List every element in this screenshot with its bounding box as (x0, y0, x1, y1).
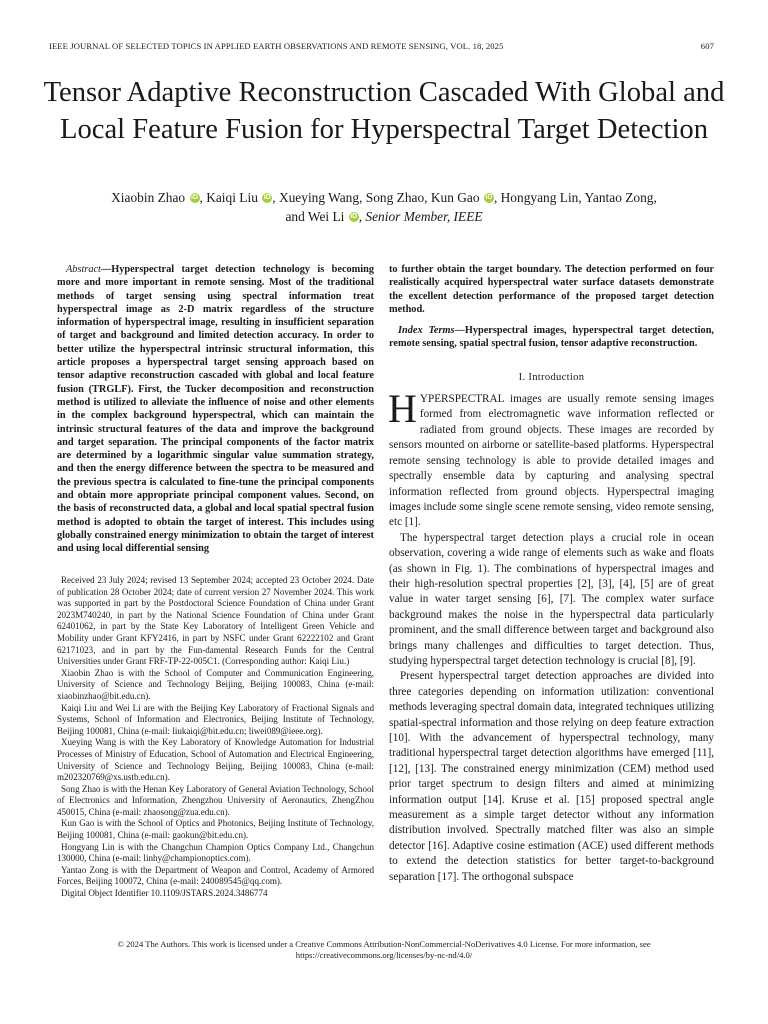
author-name: , Xueying Wang, Song Zhao, Kun Gao (272, 190, 480, 205)
orcid-icon[interactable]: iD (485, 194, 493, 201)
author-name: , Hongyang Lin, Yantao Zong, (493, 190, 657, 205)
footnote: Received 23 July 2024; revised 13 September 2024; accepted 23 October 2024. Date of publication 28 October 2024; date of current version 27 November 2024. This work was supported in part by the Postdoctoral Science Foundation of China under Grant 2023M740240, in part by the National Science Foundation of China under Grant 62401062, in part by the State Key Laboratory of Intelligent Green Vehicle and Mobility under Grant KFY2416, in part by NSFC under Grant 62222102 and Grant 62171023, and in part by the Fun-damental Research Funds for the Central Universities under Grant FRF-TP-22-005C1. (Corresponding author: Kaiqi Liu.) (57, 575, 374, 667)
right-column (389, 263, 714, 885)
footnote: Hongyang Lin is with the Changchun Champion Optics Company Ltd., Changchun 130000, China (e-mail: linhy@championoptics.com). (57, 841, 374, 864)
left-column (57, 263, 374, 556)
footnote: Xueying Wang is with the Key Laboratory of Knowledge Automation for Industrial Processes of Ministry of Education, School of Automation and Electrical Engineering, University of Science and Technology Beijing, Beijing 100083, China (e-mail: m202320769@xs.ustb.edu.cn). (57, 737, 374, 783)
license-notice: © 2024 The Authors. This work is licensed under a Creative Commons Attribution-NonCommercial-NoDerivatives 4.0 License. For more information, see https://creativecommons.org/licenses/by-nc-nd/4.0/ (117, 939, 651, 960)
index-terms (389, 324, 714, 351)
intro-paragraph-text: YPERSPECTRAL images are usually remote sensing images formed from electromagnetic wave information reflected or radiated from ground objects. These images are recorded by sensors mounted on airborne or satellite-based platforms. Hyperspectral remote sensing technology is able to provide detailed images and spectrally ensemble data by capturing and analysing spectral information reflected from ground objects. Hyperspectral imaging images include some single scene remote sensing, video remote sensing, etc [1]. (389, 393, 714, 529)
intro-paragraph: The hyperspectral target detection plays a crucial role in ocean observation, covering a wide range of elements such as wake and floats (as shown in Fig. 1). The combinations of hyperspectral images and their high-resolution spectral properties [2], [3], [4], [5] are of great value in water target sensing [6], [7]. The complex water surface background makes the noise in the hyperspectral data particularly prominent, and the small difference between target and background also brings many challenges and difficulties to target detection. Thus, studying hyperspectral target detection technology is crucial [8], [9]. (389, 531, 714, 667)
abstract-text: —Hyperspectral target detection technology is becoming more and more important in remote sensing. Most of the traditional methods of target sensing using spectral information treat hyperspectral image as 2-D matrix regardless of the structure information of hyperspectral image, resulting in insufficient separation of target and background and limited detection accuracy. In order to better utilize the hyperspectral intrinsic structural information, this article proposes a hyperspectral target sensing approach based on tensor adaptive reconstruction cascaded with global and local feature fusion (TRGLF). First, the Tucker decomposition and reconstruction method is utilized to alleviate the influence of noise and other elements in the complex background hyperspectral, which can maintain the intrinsic structural features of the data and improve the background and target separation. The principal components of the factor matrix are determined by a logarithmic singular value summation strategy, and then the energy difference between the spectra to be measured and the previous spectra is calculated to fine-tune the principal components and obtain more appropriate principal component values. Second, on the basis of reconstructed data, a global and local spatial spectral fusion method is adopted to obtain the target of interest. This includes using globally constrained energy minimization to obtain the target of interest and using local differential sensing (57, 264, 374, 555)
footnote: Yantao Zong is with the Department of Weapon and Control, Academy of Armored Forces, Beijing 100072, China (e-mail: 240089545@qq.com). (57, 864, 374, 887)
footnote: Kun Gao is with the School of Optics and Photonics, Beijing Institute of Technology, Beijing 100081, China (e-mail: gaokun@bit.edu.cn). (57, 818, 374, 841)
footnote: Kaiqi Liu and Wei Li are with the Beijing Key Laboratory of Fractional Signals and Systems, School of Information and Electronics, Beijing Institute of Technology, Beijing 100081, China (e-mail: liukaiqi@bit.edu.cn; liwei089@ieee.org). (57, 702, 374, 736)
author-list (60, 188, 708, 226)
footnote: Xiaobin Zhao is with the School of Computer and Communication Engineering, University of Science and Technology Beijing, Beijing 100083, China (e-mail: xiaobinzhao@bit.edu.cn). (57, 667, 374, 701)
orcid-icon[interactable]: iD (263, 194, 271, 201)
author-name: Xiaobin Zhao (111, 190, 186, 205)
author-name: , Kaiqi Liu (199, 190, 258, 205)
author-name: and Wei Li (285, 209, 345, 224)
journal-name: IEEE JOURNAL OF SELECTED TOPICS IN APPLIED EARTH OBSERVATIONS AND REMOTE SENSING, VOL. 18, 2025 (49, 41, 504, 51)
intro-paragraph: Present hyperspectral target detection approaches are divided into three categories depending on information utilization: conventional methods leveraging spectral domain data, integrated techniques utilizing spatial-spectral information and those relying on deep feature extraction [10]. With the advancement of hyperspectral technology, many traditional hyperspectral target detection algorithms have emerged [11], [12], [13]. The constrained energy minimization (CEM) method used prior target spectrum to design filters and aimed at minimizing information output [14]. Kruse et al. [15] proposed spectral angle measurement as a simple target detector without any information distribution involved. Spectrally matched filter was also an simple detector [16]. Adaptive cosine estimation (ACE) used different methods to extend the detection statistics for better target-to-background separation [17]. The orthogonal subspace (389, 670, 714, 883)
footnote: Digital Object Identifier 10.1109/JSTARS.2024.3486774 (61, 888, 268, 899)
running-head (49, 41, 714, 51)
author-role: , Senior Member, IEEE (358, 209, 483, 224)
orcid-icon[interactable]: iD (191, 194, 198, 201)
paper-title: Tensor Adaptive Reconstruction Cascaded With Global and Local Feature Fusion for Hyperspectral Target Detection (43, 77, 725, 145)
section-heading: I. Introduction (518, 371, 585, 383)
footnotes (57, 575, 374, 900)
drop-cap: H (388, 386, 417, 432)
footnote: Song Zhao is with the Henan Key Laboratory of General Aviation Technology, School of Electronics and Information, Zhengzhou University of Aeronautics, ZhengZhou 450015, China (e-mail: zhaosong@zua.edu.cn). (57, 783, 374, 817)
abstract-continued: to further obtain the target boundary. The detection performed on four realistically acquired hyperspectral water surface datasets demonstrate the excellent detection performance of the proposed target detection method. (389, 264, 714, 315)
abstract-lead: Abstract (66, 264, 101, 275)
intro-paragraph (388, 386, 714, 531)
index-terms-lead: Index Terms (398, 325, 455, 337)
orcid-icon[interactable]: iD (350, 213, 358, 220)
index-terms-text: —Hyperspectral images, hyperspectral target detection, remote sensing, spatial spectral fusion, tensor adaptive reconstruction. (389, 325, 714, 350)
page-number: 607 (700, 41, 714, 51)
abstract (57, 263, 374, 556)
